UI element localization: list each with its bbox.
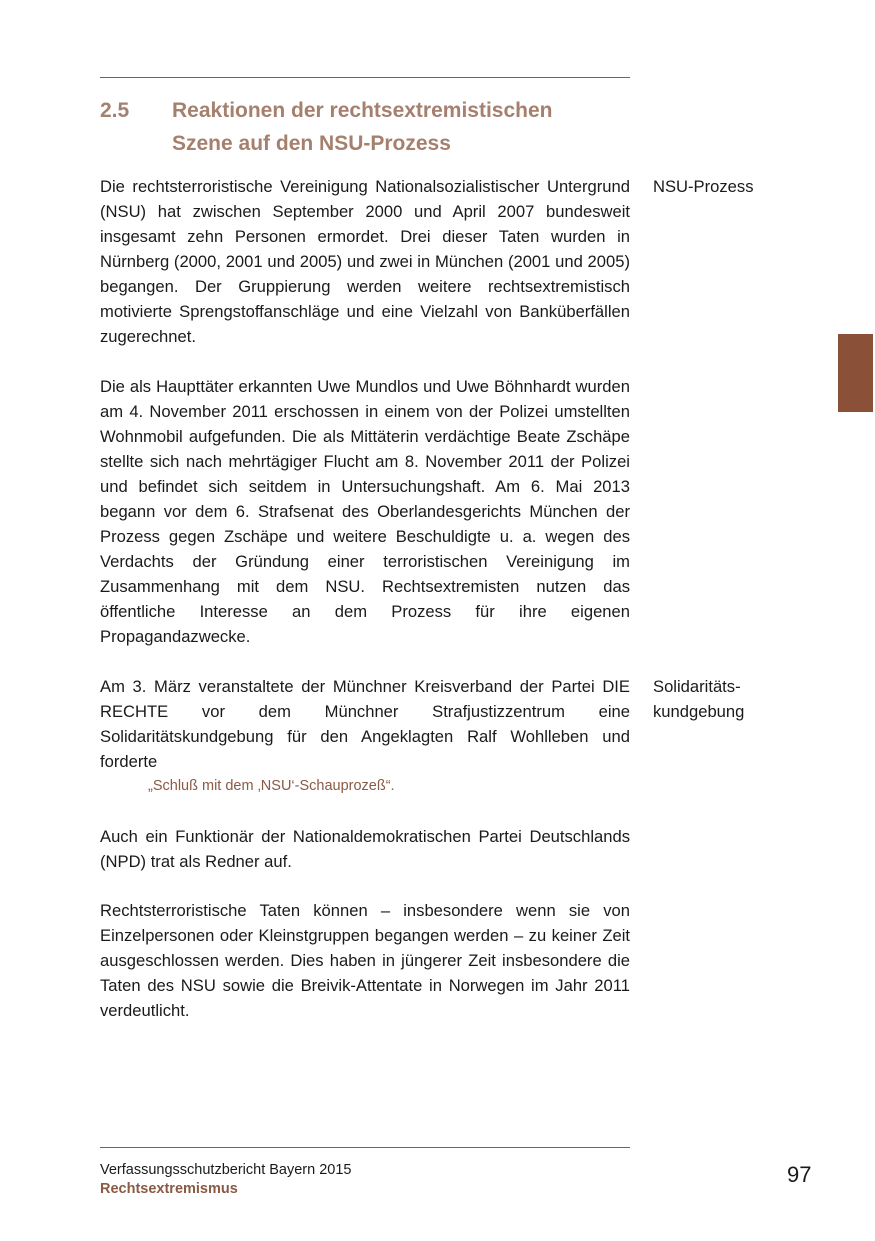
paragraph-3 (100, 674, 630, 774)
paragraph-5-text: Rechtsterroristische Taten können – insbesondere wenn sie von Einzelpersonen oder Kleinstgruppen begangen werden – zu keiner Zeit ausgeschlossen werden. Dies haben in jüngerer Zeit insbesondere die Taten des NSU sowie die Breivik-Attentate in Norwegen im Jahr 2011 verdeutlicht. (100, 901, 630, 1020)
paragraph-1-text: Die rechtsterroristische Vereinigung Nationalsozialistischer Untergrund (NSU) hat zwischen September 2000 und April 2007 bundesweit insgesamt zehn Personen ermordet. Drei dieser Taten wurden in Nürnberg (2000, 2001 und 2005) und zwei in München (2001 und 2005) begangen. Der Gruppierung werden weitere rechtsextremistisch motivierte Sprengstoffanschläge und eine Vielzahl von Banküberfällen zugerechnet. (100, 177, 630, 346)
paragraph-5 (100, 898, 630, 1023)
margin-note-solidaritaetskundgebung (653, 674, 853, 724)
margin-note-line2: kundgebung (653, 702, 745, 721)
paragraph-2 (100, 374, 630, 649)
section-title-line2: Szene auf den NSU-Prozess (172, 132, 451, 155)
section-number: 2.5 (100, 99, 130, 122)
footer-chapter: Rechtsextremismus (100, 1181, 238, 1197)
section-title-line1: Reaktionen der rechtsextremistischen (172, 99, 553, 122)
paragraph-2-text: Die als Haupttäter erkannten Uwe Mundlos und Uwe Böhnhardt wurden am 4. November 2011 erschossen in einem von der Polizei umstellten Wohnmobil aufgefunden. Die als Mittäterin verdächtige Beate Zschäpe stellte sich nach mehrtägiger Flucht am 8. November 2011 der Polizei und befindet sich seitdem in Untersuchungshaft. Am 6. Mai 2013 begann vor dem 6. Strafsenat des Oberlandesgerichts München der Prozess gegen Zschäpe und weitere Beschuldigte u. a. wegen des Verdachts der Gründung einer terroristischen Vereinigung im Zusammenhang mit dem NSU. Rechtsextremisten nutzen das öffentliche Interesse an dem Prozess für ihre eigenen Propagandazwecke. (100, 377, 630, 646)
footer (100, 1161, 351, 1199)
quote: „Schluß mit dem ‚NSU‘-Schauprozeß“. (148, 778, 395, 794)
margin-note-line1: Solidaritäts- (653, 677, 741, 696)
footer-publication: Verfassungsschutzbericht Bayern 2015 (100, 1162, 352, 1178)
chapter-tab-marker (838, 334, 873, 412)
margin-note-nsu-prozess: NSU-Prozess (653, 177, 754, 196)
paragraph-1 (100, 174, 630, 349)
paragraph-4 (100, 824, 630, 874)
footer-rule (100, 1147, 630, 1148)
page-number: 97 (787, 1162, 812, 1187)
paragraph-4-text: Auch ein Funktionär der Nationaldemokratischen Partei Deutschlands (NPD) trat als Redner auf. (100, 827, 630, 871)
paragraph-3-text: Am 3. März veranstaltete der Münchner Kreisverband der Partei DIE RECHTE vor dem Münchner Strafjustizzentrum eine Solidaritätskundgebung für den Angeklagten Ralf Wohlleben und forderte (100, 677, 630, 771)
top-rule (100, 77, 630, 78)
